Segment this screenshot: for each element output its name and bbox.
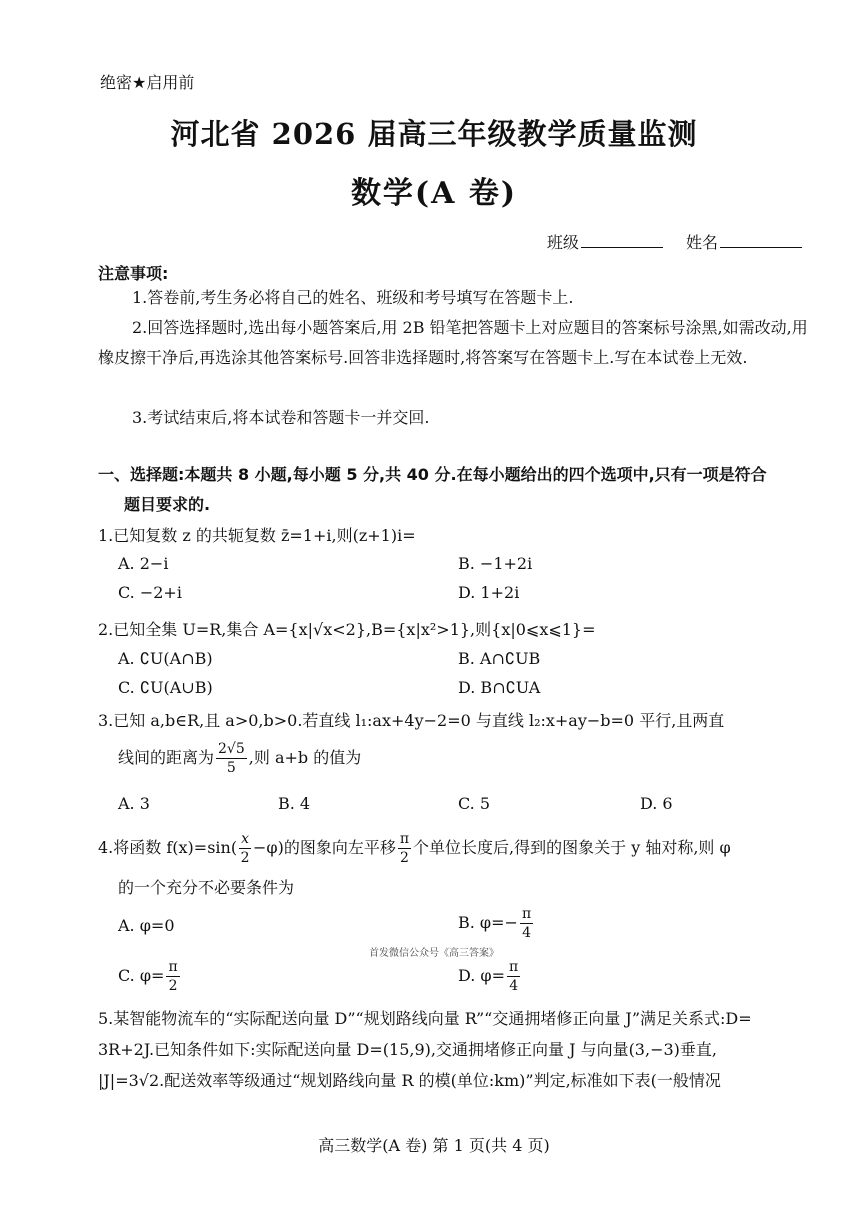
question-4-option-b-pre: B. φ=− [458,913,518,932]
option-d-fraction-denominator: 4 [509,978,519,994]
notice-heading: 注意事项: [98,264,169,283]
question-4-stem-mid: −φ)的图象向左平移 [252,838,396,857]
class-label: 班级 [546,233,579,252]
question-1-option-b: B. −1+2i [458,554,533,573]
question-5-line1: 5.某智能物流车的“实际配送向量 D”“规划路线向量 R”“交通拥堵修正向量 J”满足关系式:D= [98,1009,752,1028]
question-3-option-b: B. 4 [278,794,311,813]
question-2-option-b: B. A∩∁UB [458,649,541,668]
distance-fraction-denominator: 5 [226,760,236,776]
option-d-fraction-numerator: π [509,959,519,975]
option-b-fraction [520,905,533,942]
question-5-line3: |J|=3√2.配送效率等级通过“规划路线向量 R 的模(单位:km)”判定,标准如下表(一般情况 [98,1071,721,1090]
inner-fraction [239,830,251,867]
shift-fraction [398,830,411,867]
shift-fraction-numerator: π [399,831,410,847]
option-c-fraction-numerator: π [168,959,178,975]
question-4-option-d [458,958,522,995]
question-4-line2: 的一个充分不必要条件为 [118,878,295,897]
option-b-fraction-denominator: 4 [522,925,532,941]
question-2-option-d: D. B∩∁UA [458,678,541,697]
question-4-option-a: A. φ=0 [118,916,175,935]
option-d-fraction [507,958,520,995]
section-heading [98,460,810,520]
question-3-option-a: A. 3 [118,794,150,813]
question-4-option-c [118,958,182,995]
question-1-stem: 1.已知复数 z 的共轭复数 z̄=1+i,则(z+1)i= [98,526,416,545]
inner-fraction-denominator: 2 [240,850,250,866]
option-c-fraction [166,958,179,995]
question-1-option-c: C. −2+i [118,583,182,602]
section-heading-line1: 一、选择题:本题共 8 小题,每小题 5 分,共 40 分.在每小题给出的四个选项中,只有一项是符合 [98,465,767,484]
watermark-text: 首发微信公众号《高三答案》 [369,948,499,959]
question-3-option-c: C. 5 [458,794,491,813]
exam-title: 河北省 2026 届高三年级教学质量监测 [170,117,698,151]
inner-fraction-numerator: x [241,831,249,847]
question-2-option-a: A. ∁U(A∩B) [118,649,213,668]
section-heading-line2: 题目要求的. [124,495,211,514]
class-blank [581,232,663,248]
question-3-line2-post: ,则 a+b 的值为 [248,748,362,767]
question-4-stem-pre: 4.将函数 f(x)=sin( [98,838,238,857]
question-4-option-d-pre: D. φ= [458,966,506,985]
confidential-mark: 绝密★启用前 [100,73,195,92]
question-4-stem-post: 个单位长度后,得到的图象关于 y 轴对称,则 φ [413,838,731,857]
question-3-line2-pre: 线间的距离为 [118,748,215,767]
question-5-line2: 3R+2J.已知条件如下:实际配送向量 D=(15,9),交通拥堵修正向量 J 与向量(3,−3)垂直, [98,1040,717,1059]
distance-fraction-numerator: 2√5 [218,741,245,757]
question-4-option-b [458,905,535,942]
name-blank [720,232,802,248]
name-label: 姓名 [685,233,718,252]
option-c-fraction-denominator: 2 [168,978,178,994]
notice-item-1: 1.答卷前,考生务必将自己的姓名、班级和考号填写在答题卡上. [132,288,574,307]
question-4-stem [98,830,731,867]
page-footer: 高三数学(A 卷) 第 1 页(共 4 页) [318,1136,550,1155]
question-2-stem: 2.已知全集 U=R,集合 A={x|√x<2},B={x|x²>1},则{x|0⩽x⩽1}= [98,620,596,639]
option-b-fraction-numerator: π [521,906,532,922]
question-1-option-d: D. 1+2i [458,583,520,602]
question-3-stem: 3.已知 a,b∈R,且 a>0,b>0.若直线 l₁:ax+4y−2=0 与直线 l₂:x+ay−b=0 平行,且两直 [98,711,725,730]
question-3-line2 [118,740,361,777]
question-2-option-c: C. ∁U(A∪B) [118,678,213,697]
question-3-option-d: D. 6 [640,794,673,813]
notice-item-2: 2.回答选择题时,选出每小题答案后,用 2B 铅笔把答题卡上对应题目的答案标号涂黑,如需改动,用橡皮擦干净后,再选涂其他答案标号.回答非选择题时,将答案写在答题卡上.写在本试卷上无效. [98,318,808,367]
question-1-option-a: A. 2−i [118,554,169,573]
class-name-fields [547,230,802,253]
exam-subtitle: 数学(A 卷) [350,176,518,211]
distance-fraction [216,740,247,777]
notice-item-3: 3.考试结束后,将本试卷和答题卡一并交回. [132,408,430,427]
question-4-option-c-pre: C. φ= [118,966,165,985]
shift-fraction-denominator: 2 [399,850,409,866]
